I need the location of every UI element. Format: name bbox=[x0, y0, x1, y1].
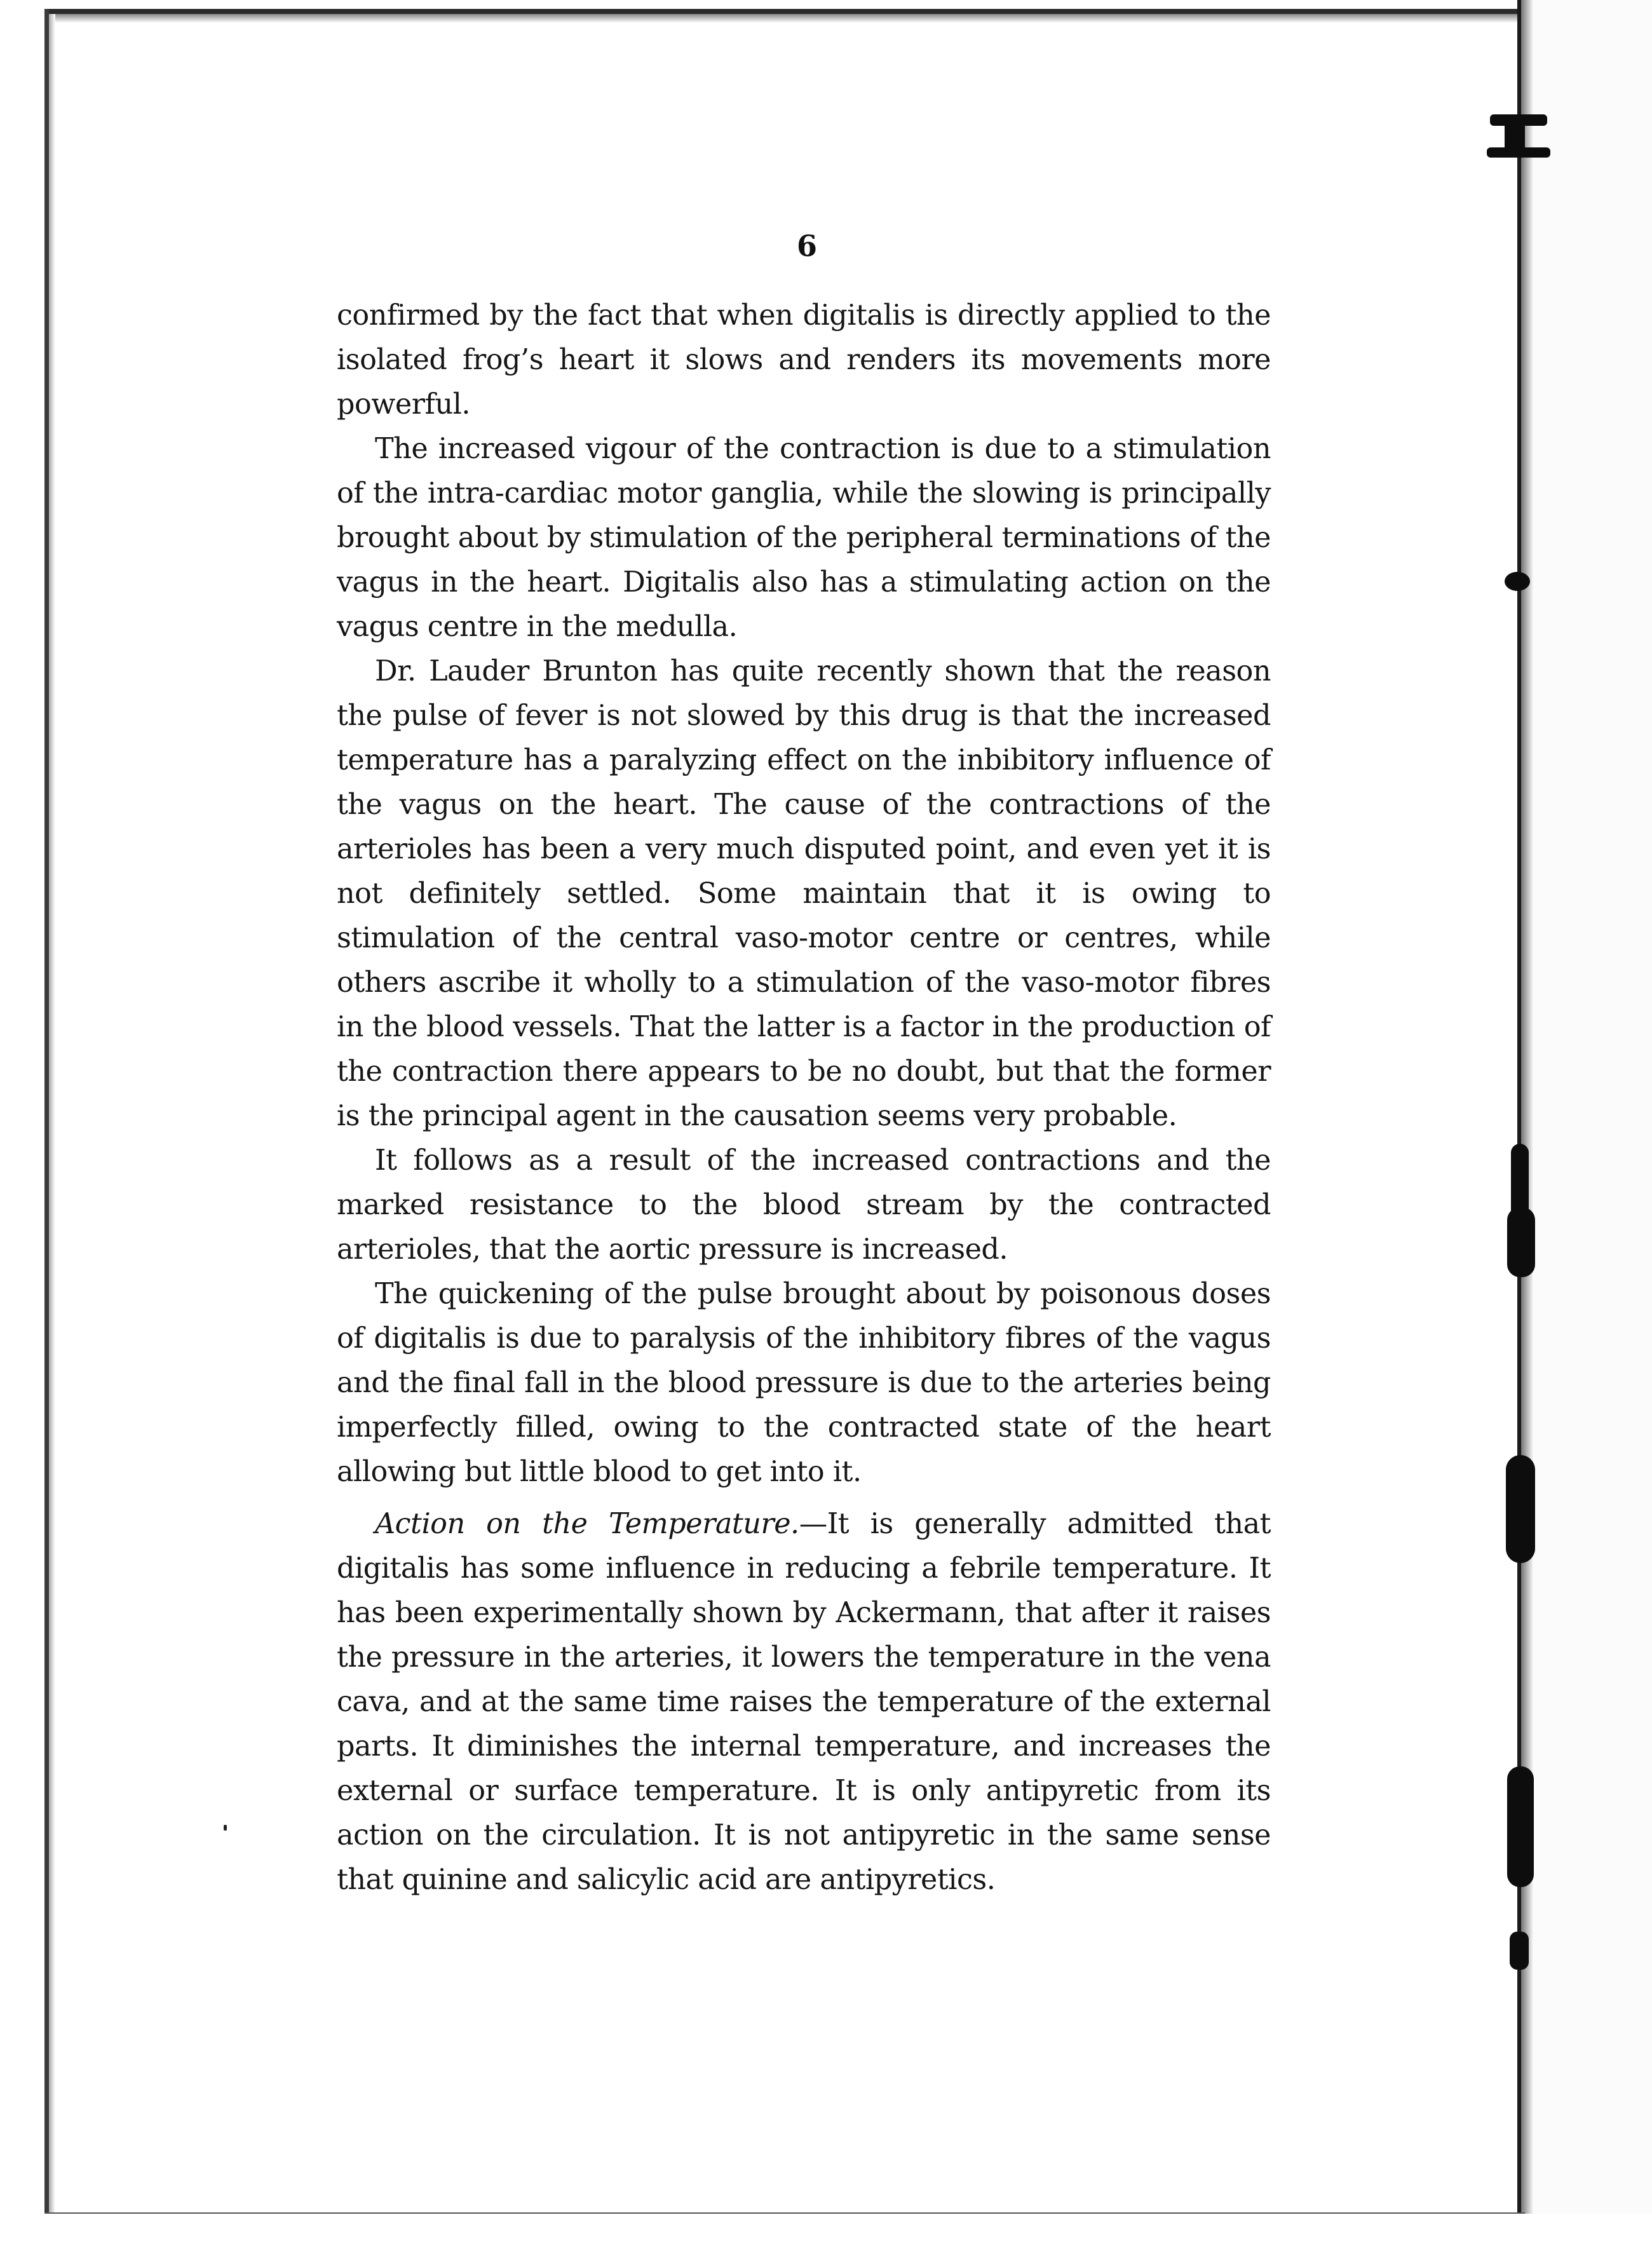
stray-ink-mark bbox=[224, 1825, 227, 1831]
paragraph-vigour: The increased vigour of the contraction is due to a stimulation of the intra-cardiac motor ganglia, while the slowing is principally brought about by stimulation of the peripheral terminations of the vagus in the heart. Digitalis also has a stimulating action on the vagus centre in the medulla. bbox=[337, 433, 1271, 643]
ink-blot bbox=[1507, 1766, 1534, 1887]
paragraph-aortic-pressure: It follows as a result of the increased contractions and the marked resistance to the blood stream by the contracted arterioles, that the aortic pressure is increased. bbox=[337, 1144, 1271, 1266]
scan-border-top bbox=[44, 9, 1519, 14]
section-heading: Action on the Temperature. bbox=[375, 1508, 799, 1540]
scan-border-left bbox=[44, 9, 49, 2214]
section-body: —It is generally admitted that digitalis has some influence in reducing a febrile temperature. It has been experimentally shown by Ackermann, that after it raises the pressure in the arteries, it lowers the temperature in the vena cava, and at the same time raises the temperature of the external parts. It diminishes the internal temperature, and increases the external or surface temperature. It is only antipyretic from its action on the circulation. It is not antipyretic in the same sense that quinine and salicylic acid are antipyretics. bbox=[337, 1508, 1271, 1896]
paragraph-brunton: Dr. Lauder Brunton has quite recently shown that the reason the pulse of fever is not slowed by this drug is that the increased temperature has a paralyzing effect on the inbibitory influence of the vagus on the heart. The cause of the contractions of the arterioles has been a very much disputed point, and even yet it is not definitely settled. Some maintain that it is owing to stimulation of the central vaso-motor centre or centres, while others ascribe it wholly to a stimulation of the vaso-motor fibres in the blood vessels. That the latter is a factor in the production of the contraction there appears to be no doubt, but that the former is the principal agent in the causation seems very probable. bbox=[337, 655, 1271, 1132]
ink-blot bbox=[1490, 114, 1547, 126]
ink-blot bbox=[1506, 1455, 1535, 1563]
body-text bbox=[337, 294, 1271, 1902]
paragraph-continued: confirmed by the fact that when digitalis is directly applied to the isolated frog’s heart it slows and renders its movements more powerful. bbox=[337, 299, 1271, 421]
paragraph-temperature bbox=[337, 1502, 1271, 1902]
scan-shadow-top bbox=[44, 14, 1519, 23]
page-number: 6 bbox=[796, 229, 817, 263]
paragraph-quickening: The quickening of the pulse brought about by poisonous doses of digitalis is due to paralysis of the inhibitory fibres of the vagus and the final fall in the blood pressure is due to the arteries being imperfectly filled, owing to the contracted state of the heart allowing but little blood to get into it. bbox=[337, 1278, 1271, 1488]
scan-bottom-margin bbox=[0, 2214, 1652, 2262]
ink-blot bbox=[1505, 572, 1530, 591]
facing-page-margin bbox=[1534, 0, 1652, 2262]
scan-shadow-left bbox=[49, 14, 55, 2212]
ink-blot bbox=[1507, 1207, 1535, 1277]
ink-blot bbox=[1487, 147, 1550, 158]
ink-blot bbox=[1510, 1932, 1529, 1970]
binding-shadow bbox=[1521, 0, 1534, 2262]
